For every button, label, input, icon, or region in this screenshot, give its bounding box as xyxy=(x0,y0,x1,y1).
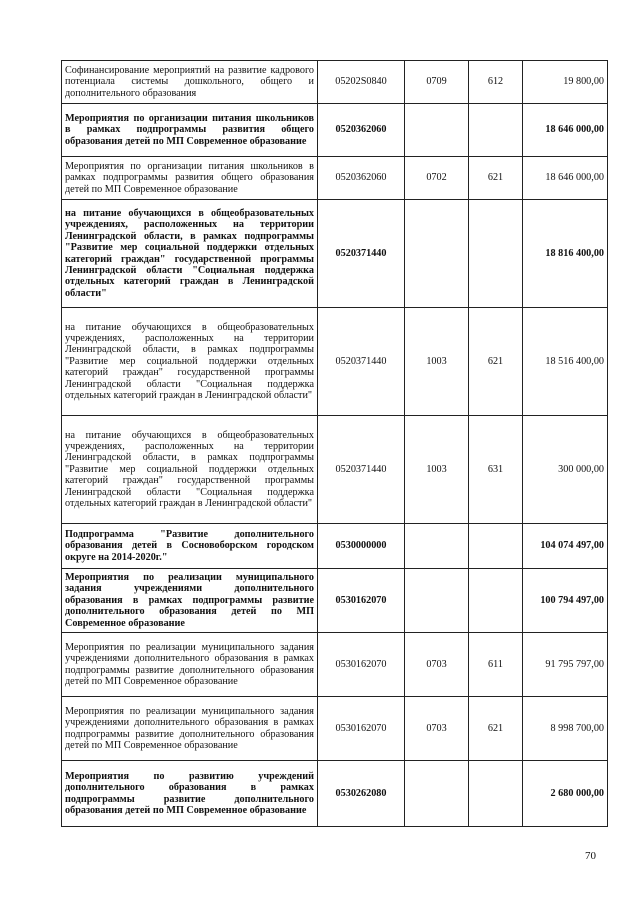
row-description: на питание обучающихся в общеобразовательных учреждениях, расположенных на территории Ленинградской области, в рамках подпрограммы "Развитие мер социальной поддержки отдельных категорий граждан" государственной программы Ленинградской области "Социальная поддержка отдельных категорий граждан в Ленинградской области" xyxy=(62,416,318,524)
section-code xyxy=(405,569,469,633)
table-row xyxy=(62,697,608,761)
table-row xyxy=(62,524,608,569)
target-code: 0520371440 xyxy=(318,308,405,416)
row-description: Мероприятия по организации питания школьников в рамках подпрограммы развития общего образования детей по МП Современное образование xyxy=(62,157,318,200)
row-description: на питание обучающихся в общеобразовательных учреждениях, расположенных на территории Ленинградской области, в рамках подпрограммы "Развитие мер социальной поддержки отдельных категорий граждан" государственной программы Ленинградской области "Социальная поддержка отдельных категорий граждан в Ленинградской области" xyxy=(62,200,318,308)
section-code xyxy=(405,200,469,308)
page-number: 70 xyxy=(585,850,596,862)
row-description: Мероприятия по реализации муниципального задания учреждениями дополнительного образования в рамках подпрограммы развитие дополнительного образования детей по МП Современное образование xyxy=(62,569,318,633)
table-row xyxy=(62,61,608,104)
target-code: 0530162070 xyxy=(318,697,405,761)
table-row xyxy=(62,761,608,827)
table-row xyxy=(62,416,608,524)
amount: 18 646 000,00 xyxy=(523,157,608,200)
table-row xyxy=(62,308,608,416)
expense-type-code xyxy=(469,200,523,308)
expense-type-code: 621 xyxy=(469,157,523,200)
expense-type-code xyxy=(469,761,523,827)
amount: 18 516 400,00 xyxy=(523,308,608,416)
expense-type-code: 612 xyxy=(469,61,523,104)
target-code: 0520371440 xyxy=(318,200,405,308)
budget-table xyxy=(61,60,608,827)
section-code xyxy=(405,104,469,157)
table-row xyxy=(62,104,608,157)
expense-type-code: 621 xyxy=(469,308,523,416)
expense-type-code: 621 xyxy=(469,697,523,761)
section-code: 0702 xyxy=(405,157,469,200)
amount: 18 816 400,00 xyxy=(523,200,608,308)
table-row xyxy=(62,569,608,633)
section-code: 1003 xyxy=(405,308,469,416)
amount: 19 800,00 xyxy=(523,61,608,104)
target-code: 0520362060 xyxy=(318,157,405,200)
amount: 300 000,00 xyxy=(523,416,608,524)
expense-type-code: 631 xyxy=(469,416,523,524)
target-code: 0530162070 xyxy=(318,569,405,633)
row-description: Подпрограмма "Развитие дополнительного образования детей в Сосновоборском городском округе на 2014-2020г." xyxy=(62,524,318,569)
table-row xyxy=(62,633,608,697)
section-code: 0709 xyxy=(405,61,469,104)
table-row xyxy=(62,157,608,200)
amount: 104 074 497,00 xyxy=(523,524,608,569)
amount: 18 646 000,00 xyxy=(523,104,608,157)
row-description: Софинансирование мероприятий на развитие кадрового потенциала системы дошкольного, общего и дополнительного образования xyxy=(62,61,318,104)
target-code: 0530000000 xyxy=(318,524,405,569)
row-description: Мероприятия по реализации муниципального задания учреждениями дополнительного образования в рамках подпрограммы развитие дополнительного образования детей по МП Современное образование xyxy=(62,697,318,761)
section-code xyxy=(405,524,469,569)
target-code: 0520362060 xyxy=(318,104,405,157)
target-code: 0530262080 xyxy=(318,761,405,827)
row-description: Мероприятия по реализации муниципального задания учреждениями дополнительного образования в рамках подпрограммы развитие дополнительного образования детей по МП Современное образование xyxy=(62,633,318,697)
amount: 2 680 000,00 xyxy=(523,761,608,827)
amount: 91 795 797,00 xyxy=(523,633,608,697)
target-code: 0530162070 xyxy=(318,633,405,697)
expense-type-code xyxy=(469,104,523,157)
section-code: 0703 xyxy=(405,697,469,761)
table-row xyxy=(62,200,608,308)
expense-type-code xyxy=(469,569,523,633)
row-description: Мероприятия по развитию учреждений дополнительного образования в рамках подпрограммы развитие дополнительного образования детей по МП Современное образование xyxy=(62,761,318,827)
expense-type-code: 611 xyxy=(469,633,523,697)
section-code: 0703 xyxy=(405,633,469,697)
row-description: на питание обучающихся в общеобразовательных учреждениях, расположенных на территории Ленинградской области, в рамках подпрограммы "Развитие мер социальной поддержки отдельных категорий граждан" государственной программы Ленинградской области "Социальная поддержка отдельных категорий граждан в Ленинградской области" xyxy=(62,308,318,416)
target-code: 0520371440 xyxy=(318,416,405,524)
section-code: 1003 xyxy=(405,416,469,524)
section-code xyxy=(405,761,469,827)
amount: 8 998 700,00 xyxy=(523,697,608,761)
row-description: Мероприятия по организации питания школьников в рамках подпрограммы развития общего образования детей по МП Современное образование xyxy=(62,104,318,157)
amount: 100 794 497,00 xyxy=(523,569,608,633)
target-code: 05202S0840 xyxy=(318,61,405,104)
expense-type-code xyxy=(469,524,523,569)
